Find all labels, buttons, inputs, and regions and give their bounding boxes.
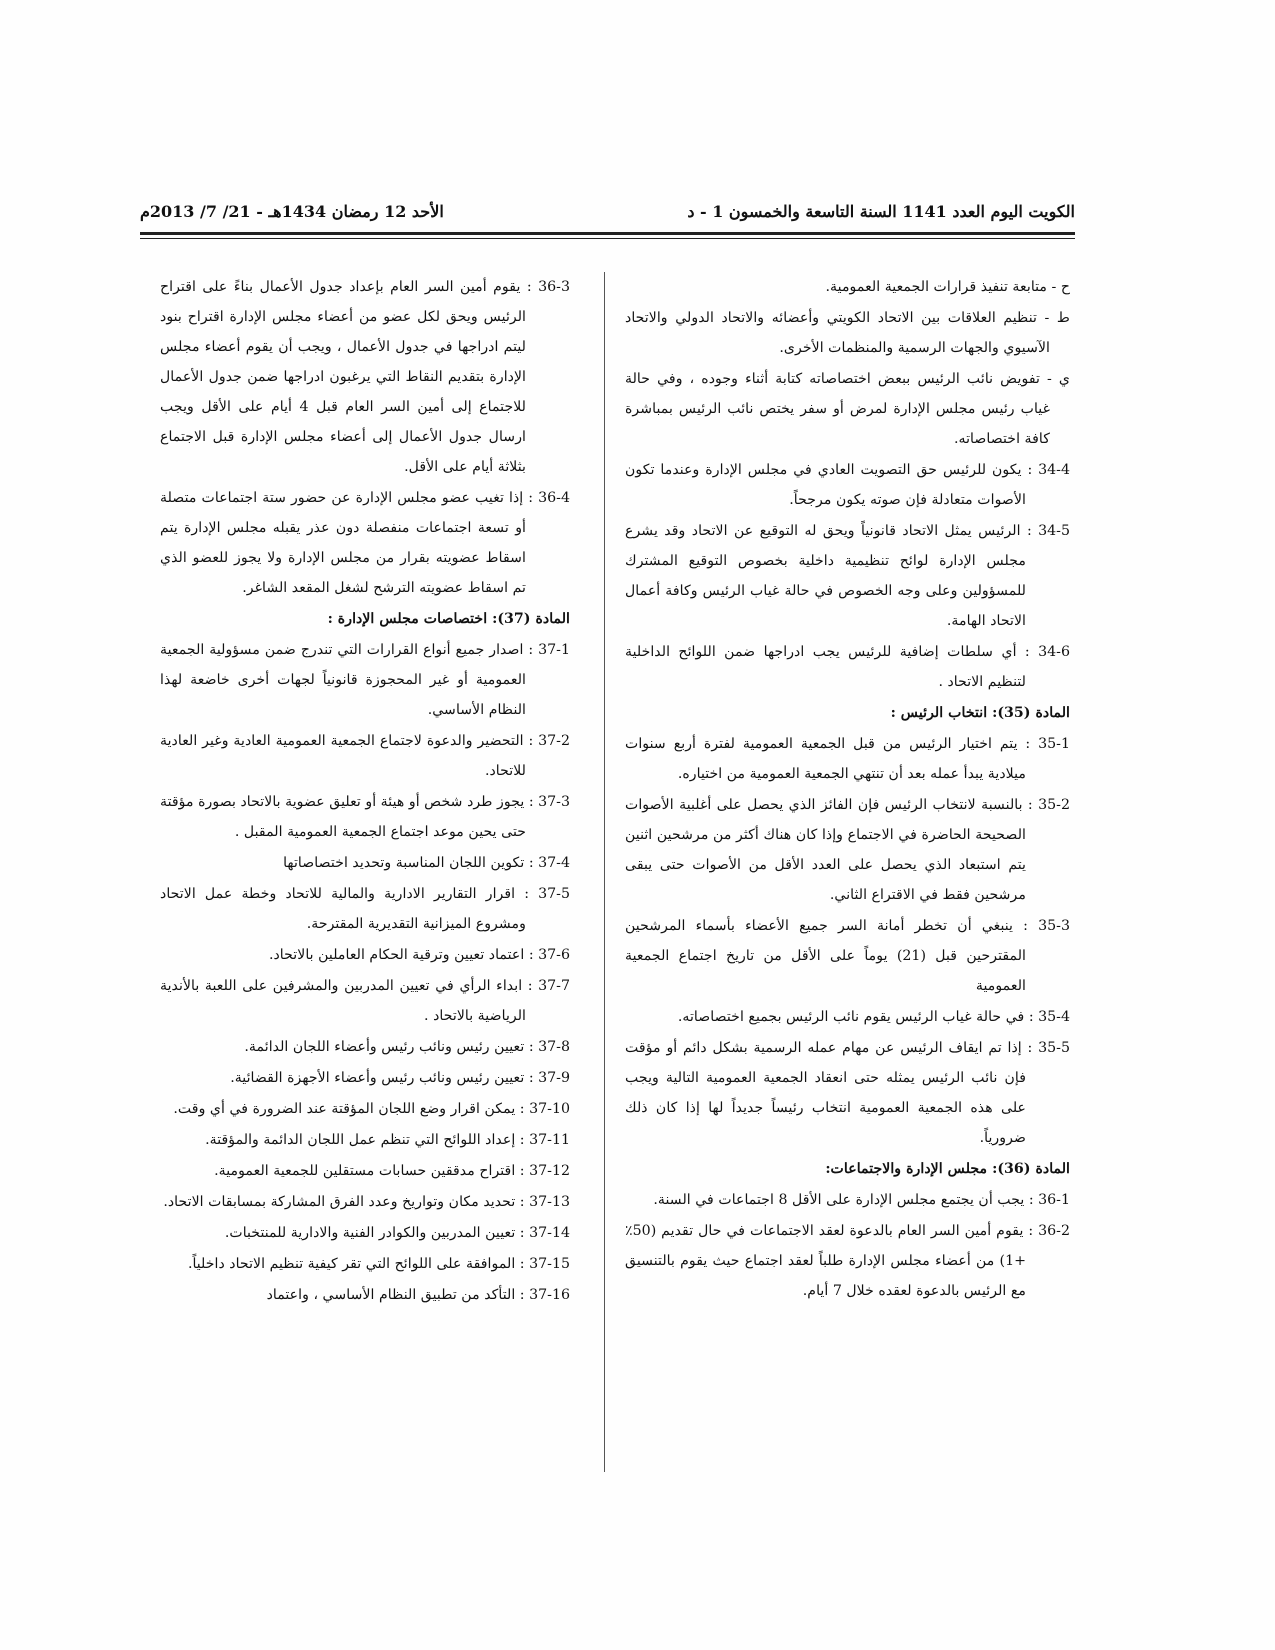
clause-paragraph: 35-3 : ينبغي أن تخطر أمانة السر جميع الأعضاء بأسماء المرشحين المقترحين قبل (21) يوماً على الأقل من تاريخ اجتماع الجمعية العمومية bbox=[625, 918, 1070, 994]
clause-paragraph: 37-1 : اصدار جميع أنواع القرارات التي تندرج ضمن مسؤولية الجمعية العمومية أو غير المحجوزة قانونياً لجهات أخرى خاضعة لهذا النظام الأساسي. bbox=[160, 642, 570, 718]
clause-paragraph: ي - تفويض نائب الرئيس ببعض اختصاصاته كتابة أثناء وجوده ، وفي حالة غياب رئيس مجلس الإدارة لمرض أو سفر يختص نائب الرئيس بمباشرة كافة اختصاصاته. bbox=[625, 371, 1070, 447]
clause-paragraph: 34-4 : يكون للرئيس حق التصويت العادي في مجلس الإدارة وعندما تكون الأصوات متعادلة فإن صوته يكون مرجحاً. bbox=[625, 462, 1070, 508]
clause-paragraph: ط - تنظيم العلاقات بين الاتحاد الكويتي وأعضائه والاتحاد الدولي والاتحاد الآسيوي والجهات الرسمية والمنظمات الأخرى. bbox=[625, 310, 1070, 356]
clause-paragraph: 36-2 : يقوم أمين السر العام بالدعوة لعقد الاجتماعات في حال تقديم (50٪ +1) من أعضاء مجلس الإدارة طلباً لعقد اجتماع حيث يقوم بالتنسيق مع الرئيس بالدعوة لعقده خلال 7 أيام. bbox=[625, 1223, 1070, 1299]
clause-paragraph: 37-11 : إعداد اللوائح التي تنظم عمل اللجان الدائمة والمؤقتة. bbox=[205, 1132, 570, 1148]
clause-paragraph: 37-2 : التحضير والدعوة لاجتماع الجمعية العمومية العادية وغير العادية للاتحاد. bbox=[160, 733, 570, 779]
article-heading: المادة (35): انتخاب الرئيس : bbox=[890, 705, 1070, 721]
page-header bbox=[140, 202, 1075, 228]
header-rule-thick bbox=[140, 232, 1075, 235]
clause-paragraph: 36-3 : يقوم أمين السر العام بإعداد جدول الأعمال بناءً على اقتراح الرئيس ويحق لكل عضو من أعضاء مجلس الإدارة اقتراح بنود ليتم ادراجها في جدول الأعمال ، ويجب أن يقوم أعضاء مجلس الإدارة بتقديم النقاط التي يرغبون ادراجها ضمن جدول الأعمال للاجتماع إلى أمين السر العام قبل 4 أيام على الأقل ويجب ارسال جدول الأعمال إلى أعضاء مجلس الإدارة قبل الاجتماع بثلاثة أيام على الأقل. bbox=[160, 279, 570, 475]
right-column bbox=[625, 272, 1070, 1307]
clause-paragraph: 37-3 : يجوز طرد شخص أو هيئة أو تعليق عضوية بالاتحاد بصورة مؤقتة حتى يحين موعد اجتماع الجمعية العمومية المقبل . bbox=[160, 794, 570, 840]
clause-paragraph: 35-5 : إذا تم ايقاف الرئيس عن مهام عمله الرسمية بشكل دائم أو مؤقت فإن نائب الرئيس يمثله حتى انعقاد الجمعية العمومية التالية ويجب على هذه الجمعية العمومية انتخاب رئيساً جديداً لها إذا كان ذلك ضرورياً. bbox=[625, 1040, 1070, 1146]
clause-paragraph: 37-14 : تعيين المدربين والكوادر الفنية والادارية للمنتخبات. bbox=[224, 1225, 570, 1241]
clause-paragraph: 35-2 : بالنسبة لانتخاب الرئيس فإن الفائز الذي يحصل على أغلبية الأصوات الصحيحة الحاضرة في الاجتماع وإذا كان هناك أكثر من مرشحين اثنين يتم استبعاد الذي يحصل على العدد الأقل من الأصوات حتى يبقى مرشحين فقط في الاقتراع الثاني. bbox=[625, 797, 1070, 903]
left-column bbox=[160, 272, 570, 1311]
clause-paragraph: 37-16 : التأكد من تطبيق النظام الأساسي ، واعتماد bbox=[266, 1287, 570, 1303]
article-heading: المادة (37): اختصاصات مجلس الإدارة : bbox=[327, 611, 570, 627]
clause-paragraph: 35-1 : يتم اختيار الرئيس من قبل الجمعية العمومية لفترة أربع سنوات ميلادية يبدأ عمله بعد أن تنتهي الجمعية العمومية من اختياره. bbox=[625, 736, 1070, 782]
clause-paragraph: 37-7 : ابداء الرأي في تعيين المدربين والمشرفين على اللعبة بالأندية الرياضية بالاتحاد . bbox=[160, 978, 570, 1024]
clause-paragraph: 36-4 : إذا تغيب عضو مجلس الإدارة عن حضور ستة اجتماعات متصلة أو تسعة اجتماعات منفصلة دون عذر يقبله مجلس الإدارة يتم اسقاط عضويته بقرار من مجلس الإدارة ولا يجوز للعضو الذي تم اسقاط عضويته الترشح لشغل المقعد الشاغر. bbox=[160, 490, 570, 596]
clause-paragraph: 37-4 : تكوين اللجان المناسبة وتحديد اختصاصاتها bbox=[283, 855, 570, 871]
clause-paragraph: 37-5 : اقرار التقارير الادارية والمالية للاتحاد وخطة عمل الاتحاد ومشروع الميزانية التقديرية المقترحة. bbox=[160, 886, 570, 932]
clause-paragraph: 37-12 : اقتراح مدققين حسابات مستقلين للجمعية العمومية. bbox=[214, 1163, 570, 1179]
clause-paragraph: 37-6 : اعتماد تعيين وترقية الحكام العاملين بالاتحاد. bbox=[268, 947, 570, 963]
clause-paragraph: 36-1 : يجب أن يجتمع مجلس الإدارة على الأقل 8 اجتماعات في السنة. bbox=[653, 1192, 1070, 1208]
article-heading: المادة (36): مجلس الإدارة والاجتماعات: bbox=[825, 1161, 1070, 1177]
clause-paragraph: 37-8 : تعيين رئيس ونائب رئيس وأعضاء اللجان الدائمة. bbox=[244, 1039, 570, 1055]
column-divider bbox=[604, 272, 605, 1472]
gazette-date: الأحد 12 رمضان 1434هـ - 21/ 7/ 2013م bbox=[140, 202, 444, 221]
clause-paragraph: 34-6 : أي سلطات إضافية للرئيس يجب ادراجها ضمن اللوائح الداخلية لتنظيم الاتحاد . bbox=[625, 644, 1070, 690]
clause-paragraph: 37-9 : تعيين رئيس ونائب رئيس وأعضاء الأجهزة القضائية. bbox=[230, 1070, 570, 1086]
gazette-issue-info: الكويت اليوم العدد 1141 السنة التاسعة والخمسون 1 - د bbox=[687, 202, 1075, 221]
clause-paragraph: 35-4 : في حالة غياب الرئيس يقوم نائب الرئيس بجميع اختصاصاته. bbox=[677, 1009, 1070, 1025]
clause-paragraph: 34-5 : الرئيس يمثل الاتحاد قانونياً ويحق له التوقيع عن الاتحاد وقد يشرع مجلس الإدارة لوائح تنظيمية داخلية بخصوص التوقيع المشترك للمسؤولين وعلى وجه الخصوص في حالة غياب الرئيس وكافة أعمال الاتحاد الهامة. bbox=[625, 523, 1070, 629]
clause-paragraph: 37-10 : يمكن اقرار وضع اللجان المؤقتة عند الضرورة في أي وقت. bbox=[173, 1101, 570, 1117]
clause-paragraph: 37-13 : تحديد مكان وتواريخ وعدد الفرق المشاركة بمسابقات الاتحاد. bbox=[163, 1194, 570, 1210]
clause-paragraph: 37-15 : الموافقة على اللوائح التي تقر كيفية تنظيم الاتحاد داخلياً. bbox=[187, 1256, 570, 1272]
clause-paragraph: ح - متابعة تنفيذ قرارات الجمعية العمومية. bbox=[825, 279, 1070, 295]
header-rule-thin bbox=[140, 238, 1075, 239]
